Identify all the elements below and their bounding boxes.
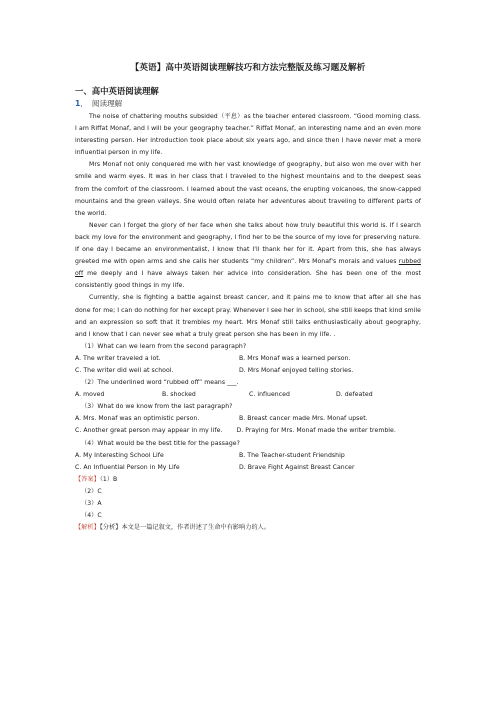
option-3c: C. Another great person may appear in my life. bbox=[75, 427, 223, 435]
question-4-options-row-2 bbox=[75, 462, 421, 474]
question-1-options-row-2 bbox=[75, 365, 421, 377]
analysis-tag: 【解析】 bbox=[75, 524, 100, 532]
option-3b: B. Breast cancer made Mrs. Monaf upset. bbox=[239, 415, 368, 423]
option-2a: A. moved bbox=[75, 391, 105, 399]
question-label bbox=[75, 98, 122, 109]
answer-line bbox=[75, 474, 421, 486]
paragraph-2: Mrs Monaf not only conquered me with her vast knowledge of geography, but also won me over with her smile and warm eyes. It was in her class that I traveled to the highest mountains and to the deepest seas from the comfort of the classroom. I learned about the vast oceans, the erupting volcanoes, the snow-capped mountains and the green valleys. She would often relate her adventures about traveling to different parts of the world. bbox=[75, 161, 421, 217]
paragraph-3-head: Never can I forget the glory of her face when she talks about how truly beautiful this world is. If I search back my love for the environment and geography, I find her to be the source of my love for preserving nature. If one day I became an environmentalist, I know that I'll thank her for it. Apart from this, she has always greeted me with open arms and she calls her students “my children”. Mrs Monaf's morals and values bbox=[75, 221, 421, 266]
underlined-phrase: rubbed off bbox=[75, 258, 421, 278]
paragraph-3-tail: me deeply and I have always taken her advice into consideration. She has been one of the most consistently good things in my life. bbox=[75, 270, 421, 290]
passage-body bbox=[75, 111, 421, 534]
answer-4: （4）C bbox=[81, 512, 102, 520]
answer-3: （3）A bbox=[81, 500, 102, 507]
option-2c: C. influenced bbox=[249, 391, 290, 399]
option-3d: D. Praying for Mrs. Monaf made the writer tremble. bbox=[236, 427, 396, 435]
document-title: 【英语】高中英语阅读理解技巧和方法完整版及练习题及解析 bbox=[130, 63, 366, 73]
option-1d: D. Mrs Monaf enjoyed telling stories. bbox=[239, 366, 354, 374]
question-2-options bbox=[75, 389, 421, 401]
analysis-text: 【分析】本文是一篇记叙文，作者讲述了生命中有影响力的人。 bbox=[99, 524, 271, 532]
option-3a: A. Mrs. Monaf was an optimistic person. bbox=[75, 415, 200, 423]
option-1b: B. Mrs Monaf was a learned person. bbox=[239, 354, 351, 362]
option-1a: A. The writer traveled a lot. bbox=[75, 354, 161, 362]
option-2d: D. defeated bbox=[336, 391, 373, 399]
question-2-stem: （2）The underlined word “rubbed off” means ___. bbox=[81, 379, 239, 387]
section-heading: 一、高中英语阅读理解 bbox=[75, 86, 159, 96]
answer-1: （1）B bbox=[99, 475, 118, 483]
question-3-options-row-2 bbox=[75, 425, 421, 437]
paragraph-4: Currently, she is fighting a battle against breast cancer, and it pains me to know that after all she has done for me; I can do nothing for her except pray. Whenever I see her in school, she still keeps that kind smile and an expression so soft that it trembles my heart. Mrs Monaf still talks enthusiastically about geography, and I know that I can never see what a truly great person she has been in my life. . bbox=[75, 294, 421, 338]
paragraph-1: The noise of chattering mouths subsided（平息）as the teacher entered classroom. “Good morning class. I am Riffat Monaf, and I will be your geography teacher.” Riffat Monaf, an interesting name and an even more interesting person. Her introduction took place about six years ago, and since then I have never met a more influential person in my life. bbox=[75, 113, 421, 157]
option-4b: B. The Teacher-student Friendship bbox=[239, 451, 345, 459]
question-1-options-row-1 bbox=[75, 353, 421, 365]
question-3-options-row-1 bbox=[75, 413, 421, 425]
question-3-stem: （3）What do we know from the last paragraph? bbox=[81, 403, 233, 411]
option-2b: B. shocked bbox=[162, 391, 196, 399]
paragraph-3 bbox=[75, 220, 421, 293]
question-number: 1． bbox=[75, 99, 88, 108]
question-1-stem: （1）What can we learn from the second paragraph? bbox=[81, 342, 247, 350]
question-label-text: 阅读理解 bbox=[91, 99, 123, 108]
option-4a: A. My Interesting School Life bbox=[75, 451, 164, 459]
analysis-line bbox=[75, 522, 421, 534]
answer-tag: 【答案】 bbox=[75, 475, 100, 483]
question-4-stem: （4）What would be the best title for the passage? bbox=[81, 439, 240, 447]
option-1c: C. The writer did well at school. bbox=[75, 366, 174, 374]
question-4-options-row-1 bbox=[75, 450, 421, 462]
option-4d: D. Brave Fight Against Breast Cancer bbox=[239, 463, 355, 471]
option-4c: C. An Influential Person in My Life bbox=[75, 463, 180, 471]
answer-2: （2）C bbox=[81, 487, 102, 495]
